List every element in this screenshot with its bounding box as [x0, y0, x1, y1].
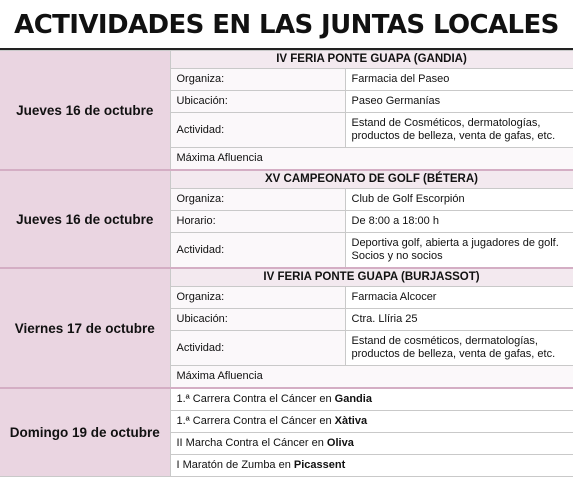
- row-value: Estand de cosméticos, dermatologías, productos de belleza, venta de gafas, etc.: [345, 331, 573, 366]
- item-text: 1.ª Carrera Contra el Cáncer en: [176, 415, 335, 427]
- row-value: Club de Golf Escorpión: [345, 189, 573, 211]
- event-1-heading-row: [0, 51, 573, 69]
- item-text: 1.ª Carrera Contra el Cáncer en: [176, 393, 335, 405]
- event-3-heading: IV FERIA PONTE GUAPA (BURJASSOT): [170, 268, 573, 287]
- row-label: Actividad:: [170, 233, 345, 269]
- row-label: Organiza:: [170, 287, 345, 309]
- row-label: Organiza:: [170, 189, 345, 211]
- item-text: I Maratón de Zumba en: [176, 459, 294, 471]
- event-1-heading: IV FERIA PONTE GUAPA (GANDIA): [170, 51, 573, 69]
- row-label: Horario:: [170, 211, 345, 233]
- row-label: Ubicación:: [170, 91, 345, 113]
- item-place: Xàtiva: [334, 415, 368, 427]
- event-4-date: Domingo 19 de octubre: [0, 388, 170, 477]
- event-2-heading-row: [0, 170, 573, 189]
- item-place: Picassent: [293, 459, 346, 471]
- event-4-item-1: [170, 388, 573, 411]
- event-1-note: Máxima Afluencia: [170, 148, 573, 171]
- item-place: Gandia: [334, 393, 372, 405]
- row-value: Farmacia del Paseo: [345, 69, 573, 91]
- item-text: II Marcha Contra el Cáncer en: [176, 437, 327, 449]
- event-4-item-3: [170, 433, 573, 455]
- row-value: Ctra. Llíria 25: [345, 309, 573, 331]
- event-4-item-2: [170, 411, 573, 433]
- row-label: Ubicación:: [170, 309, 345, 331]
- event-2-date: Jueves 16 de octubre: [0, 170, 170, 268]
- event-3-heading-row: [0, 268, 573, 287]
- item-place: Oliva: [326, 437, 354, 449]
- row-value: Farmacia Alcocer: [345, 287, 573, 309]
- row-label: Actividad:: [170, 113, 345, 148]
- event-4-item-4: [170, 455, 573, 477]
- list-item: [0, 388, 573, 411]
- event-2-heading: XV CAMPEONATO DE GOLF (BÉTERA): [170, 170, 573, 189]
- row-value: De 8:00 a 18:00 h: [345, 211, 573, 233]
- row-label: Organiza:: [170, 69, 345, 91]
- event-1-date: Jueves 16 de octubre: [0, 51, 170, 171]
- row-label: Actividad:: [170, 331, 345, 366]
- row-value: Estand de Cosméticos, dermatologías, productos de belleza, venta de gafas, etc.: [345, 113, 573, 148]
- event-3-date: Viernes 17 de octubre: [0, 268, 170, 388]
- row-value: Paseo Germanías: [345, 91, 573, 113]
- row-value: Deportiva golf, abierta a jugadores de golf. Socios y no socios: [345, 233, 573, 269]
- page-title: ACTIVIDADES EN LAS JUNTAS LOCALES: [0, 0, 573, 50]
- event-3-note: Máxima Afluencia: [170, 366, 573, 389]
- activities-table: [0, 50, 573, 477]
